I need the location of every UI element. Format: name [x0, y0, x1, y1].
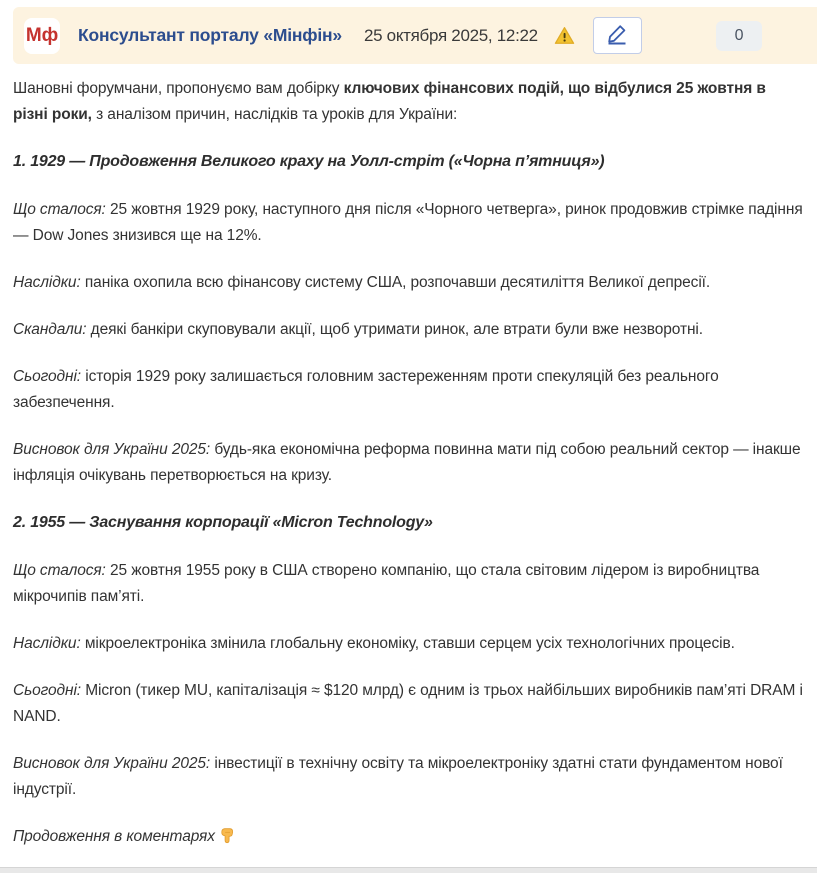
paragraph-text: історія 1929 року залишається головним застереженням проти спекуляцій без реального забезпечення.: [13, 368, 719, 411]
next-post-divider: [0, 867, 817, 873]
intro-pre: Шановні форумчани, пропонуємо вам добірку: [13, 80, 344, 97]
paragraph-label: Висновок для України 2025:: [13, 755, 211, 772]
post-timestamp: 25 октября 2025, 12:22: [363, 25, 538, 45]
post-paragraph: [13, 197, 803, 249]
continuation-note: [13, 824, 803, 853]
post-paragraph: [13, 437, 803, 489]
post-header: [13, 7, 817, 64]
avatar[interactable]: [24, 18, 60, 54]
paragraph-label: Висновок для України 2025:: [13, 441, 211, 458]
intro-post: з аналізом причин, наслідків та уроків для України:: [91, 106, 458, 123]
paragraph-label: Сьогодні:: [13, 368, 82, 385]
post-paragraph: [13, 678, 803, 730]
paragraph-label: Наслідки:: [13, 635, 81, 652]
paragraph-text: інвестиції в технічну освіту та мікроелектроніку здатні стати фундаментом нової індустрії.: [13, 755, 783, 798]
username-link[interactable]: Консультант порталу «Мінфін»: [78, 25, 342, 45]
comments-count-badge[interactable]: [716, 21, 762, 51]
section-heading-2: 2. 1955 — Заснування корпорації «Micron Technology»: [13, 514, 433, 531]
paragraph-label: Скандали:: [13, 321, 87, 338]
post-paragraph: [13, 317, 803, 343]
continuation-text: Продовження в коментарях: [13, 828, 215, 845]
paragraph-label: Що сталося:: [13, 562, 106, 579]
paragraph-text: 25 жовтня 1929 року, наступного дня після «Чорного четверга», ринок продовжив стрімке падіння — Dow Jones знизився ще на 12%.: [13, 201, 803, 244]
paragraph-text: мікроелектроніка змінила глобальну економіку, ставши серцем усіх технологічних процесів.: [80, 635, 735, 652]
post-paragraph: [13, 631, 803, 657]
post-body: [0, 64, 817, 853]
post-paragraph: [13, 558, 803, 610]
edit-button[interactable]: [593, 17, 642, 54]
paragraph-label: Наслідки:: [13, 274, 81, 291]
intro-bold: ключових фінансових подій, що відбулися 25 жовтня в різні роки,: [13, 80, 766, 123]
comments-count: 0: [734, 26, 744, 44]
paragraph-text: 25 жовтня 1955 року в США створено компанію, що стала світовим лідером із виробництва мікрочипів пам’яті.: [13, 562, 760, 605]
paragraph-text: будь-яка економічна реформа повинна мати під собою реальний сектор — інакше інфляція очікувань перетворюється на кризу.: [13, 441, 801, 484]
post-paragraph: [13, 364, 803, 416]
warning-icon: [554, 26, 575, 45]
pointing-down-icon: [219, 831, 235, 848]
paragraph-text: деякі банкіри скуповували акції, щоб утримати ринок, але втрати були вже незворотні.: [86, 321, 703, 338]
section-heading-1: 1. 1929 — Продовження Великого краху на Уолл-стріт («Чорна п’ятниця»): [13, 153, 605, 170]
paragraph-label: Сьогодні:: [13, 682, 82, 699]
paragraph-label: Що сталося:: [13, 201, 106, 218]
pencil-icon: [604, 22, 630, 49]
intro-paragraph: [13, 76, 803, 128]
post-paragraph: [13, 751, 803, 803]
avatar-text: Мф: [25, 24, 59, 46]
paragraph-text: Micron (тикер MU, капіталізація ≈ $120 млрд) є одним із трьох найбільших виробників пам’яті DRAM і NAND.: [13, 682, 803, 725]
paragraph-text: паніка охопила всю фінансову систему США, розпочавши десятиліття Великої депресії.: [80, 274, 711, 291]
post-paragraph: [13, 270, 803, 296]
